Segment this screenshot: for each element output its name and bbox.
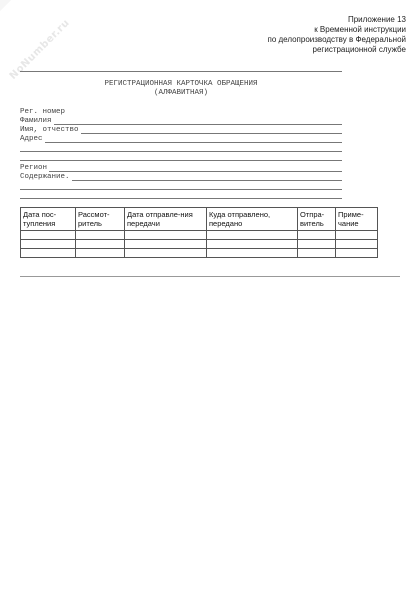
watermark-text: NoNumber.ru <box>7 17 72 82</box>
table-row <box>21 231 378 240</box>
field-line <box>72 174 342 181</box>
column-header-send-date: Дата отправле-ния передачи <box>125 208 207 231</box>
field-reg-number <box>20 107 342 116</box>
field-label: Рег. номер <box>20 108 66 116</box>
table-cell <box>125 249 207 258</box>
table-cell <box>125 240 207 249</box>
card-subtitle: (АЛФАВИТНАЯ) <box>153 89 208 97</box>
table-cell <box>336 240 378 249</box>
card-title: РЕГИСТРАЦИОННАЯ КАРТОЧКА ОБРАЩЕНИЯ <box>104 80 258 88</box>
field-line <box>81 127 342 134</box>
table-cell <box>298 249 336 258</box>
field-label: Регион <box>20 164 48 172</box>
table-cell <box>125 231 207 240</box>
registration-log-table <box>20 207 378 258</box>
table-cell <box>298 231 336 240</box>
appendix-line: регистрационной службе <box>312 45 406 54</box>
cut-line <box>20 276 400 277</box>
blank-line <box>20 160 342 161</box>
field-label: Фамилия <box>20 117 52 125</box>
column-header-note: Приме-чание <box>336 208 378 231</box>
table-cell <box>207 231 298 240</box>
blank-line <box>20 151 342 152</box>
column-header-sender: Отпра-витель <box>298 208 336 231</box>
table-cell <box>76 231 125 240</box>
column-header-receipt-date: Дата пос-тупления <box>21 208 76 231</box>
table-cell <box>336 249 378 258</box>
column-header-reviewer: Рассмот-ритель <box>76 208 125 231</box>
appendix-line: по делопроизводству в Федеральной <box>267 35 406 44</box>
field-label: Адрес <box>20 135 43 143</box>
appendix-note <box>216 15 406 55</box>
column-header-destination: Куда отправлено, передано <box>207 208 298 231</box>
appendix-line: Приложение 13 <box>347 15 406 24</box>
field-line <box>45 136 342 143</box>
table-row <box>21 240 378 249</box>
table-cell <box>336 231 378 240</box>
field-content <box>20 172 342 181</box>
field-label: Содержание. <box>20 173 70 181</box>
table-cell <box>207 240 298 249</box>
table-cell <box>21 249 76 258</box>
table-cell <box>21 240 76 249</box>
field-line <box>54 118 342 125</box>
table-cell <box>298 240 336 249</box>
blank-line <box>20 189 342 190</box>
table-cell <box>76 249 125 258</box>
table-cell <box>21 231 76 240</box>
field-line <box>49 165 342 172</box>
table-row <box>21 249 378 258</box>
table-cell <box>76 240 125 249</box>
blank-line <box>20 198 342 199</box>
table-header-row <box>21 208 378 231</box>
field-label: Имя, отчество <box>20 126 79 134</box>
field-address <box>20 134 342 143</box>
appendix-line: к Временной инструкции <box>314 25 406 34</box>
field-surname <box>20 116 342 125</box>
table-cell <box>207 249 298 258</box>
field-region <box>20 163 342 172</box>
field-name-patronymic <box>20 125 342 134</box>
top-rule <box>20 71 342 72</box>
